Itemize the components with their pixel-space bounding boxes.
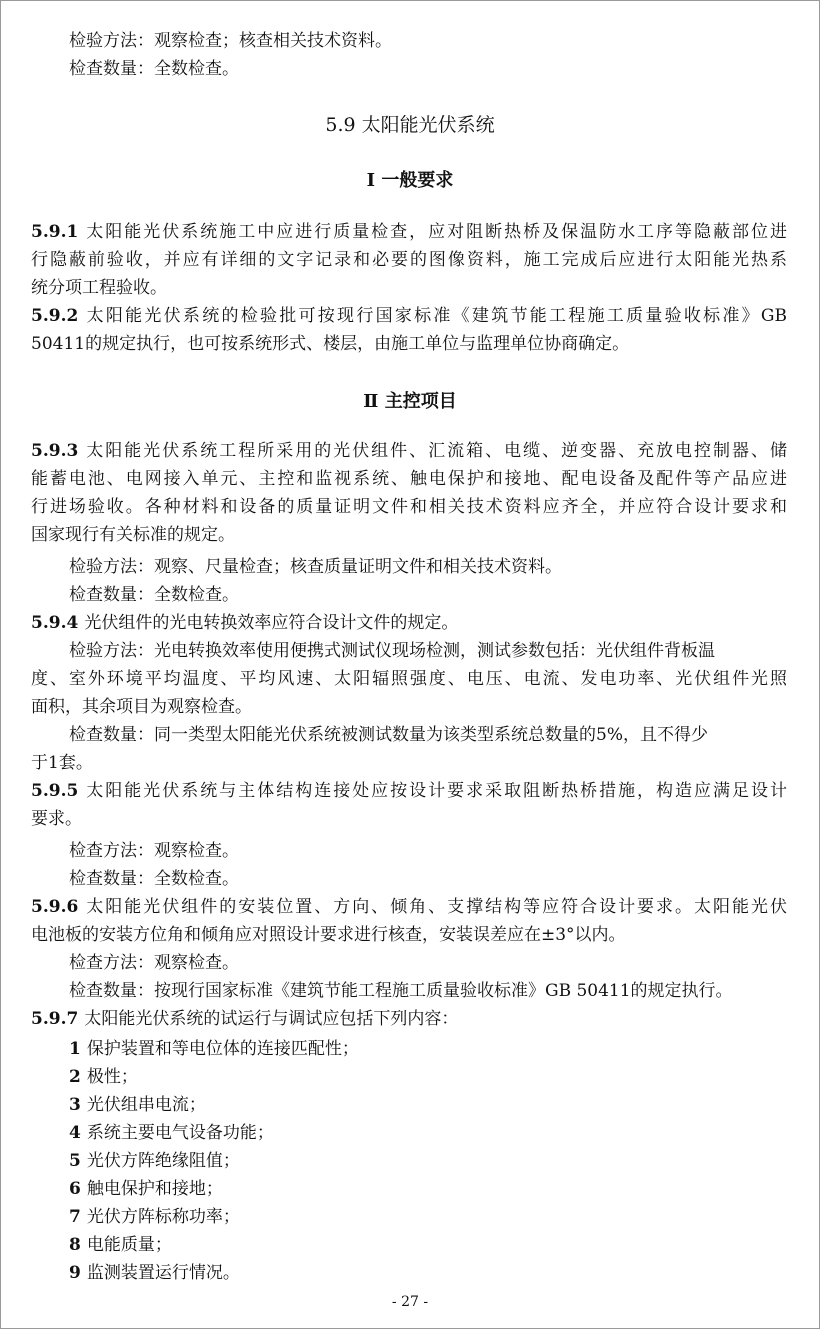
list-item bbox=[69, 1203, 240, 1231]
clause-line: 面积，其余项目为观察检查。 bbox=[31, 697, 252, 717]
inspection-quantity-line: 检查数量：全数检查。 bbox=[69, 59, 239, 79]
clause-5-9-5 bbox=[31, 777, 787, 805]
clause-number: 5.9.2 bbox=[31, 306, 79, 326]
list-item-text: 电能质量； bbox=[86, 1235, 172, 1255]
list-item-text: 保护装置和等电位体的连接匹配性； bbox=[86, 1039, 359, 1059]
list-item-number: 1 bbox=[69, 1039, 81, 1059]
list-item-number: 5 bbox=[69, 1151, 81, 1171]
inspection-method-line: 检查方法：观察检查。 bbox=[69, 953, 239, 973]
list-item-number: 8 bbox=[69, 1235, 81, 1255]
list-item bbox=[69, 1175, 223, 1203]
list-item-text: 光伏组串电流； bbox=[86, 1095, 206, 1115]
clause-number: 5.9.3 bbox=[31, 441, 79, 461]
list-item-text: 系统主要电气设备功能； bbox=[86, 1123, 274, 1143]
clause-number: 5.9.1 bbox=[31, 222, 79, 242]
inspection-quantity-line: 检查数量：全数检查。 bbox=[69, 869, 239, 889]
list-item-text: 光伏方阵标称功率； bbox=[86, 1207, 240, 1227]
page-number: - 27 - bbox=[391, 1294, 429, 1310]
clause-line: 电池板的安装方位角和倾角应对照设计要求进行核查，安装误差应在±3°以内。 bbox=[31, 925, 626, 945]
inspection-method-line: 检验方法：观察、尺量检查；核查质量证明文件和相关技术资料。 bbox=[69, 557, 562, 577]
clause-text: 太阳能光伏组件的安装位置、方向、倾角、支撑结构等应符合设计要求。太阳能光伏 bbox=[84, 897, 787, 917]
list-item bbox=[69, 1147, 240, 1175]
clause-number: 5.9.6 bbox=[31, 897, 79, 917]
clause-5-9-2 bbox=[31, 302, 787, 330]
section-title: 5.9 太阳能光伏系统 bbox=[325, 114, 495, 136]
clause-line: 度、室外环境平均温度、平均风速、太阳辐照强度、电压、电流、发电功率、光伏组件光照 bbox=[31, 669, 787, 689]
list-item-text: 光伏方阵绝缘阻值； bbox=[86, 1151, 240, 1171]
list-item-text: 触电保护和接地； bbox=[86, 1179, 223, 1199]
list-item-number: 6 bbox=[69, 1179, 81, 1199]
list-item-text: 极性； bbox=[86, 1067, 138, 1087]
clause-5-9-6 bbox=[31, 893, 787, 921]
clause-5-9-4 bbox=[31, 609, 458, 637]
inspection-method-line: 检查方法：观察检查。 bbox=[69, 841, 239, 861]
inspection-method-line: 检验方法：光电转换效率使用便携式测试仪现场检测，测试参数包括：光伏组件背板温 bbox=[69, 641, 715, 661]
list-item-number: 9 bbox=[69, 1263, 81, 1283]
subsection-title-general: Ⅰ 一般要求 bbox=[366, 170, 454, 191]
clause-line: 能蓄电池、电网接入单元、主控和监视系统、触电保护和接地、配电设备及配件等产品应进 bbox=[31, 469, 787, 489]
clause-line: 行隐蔽前验收，并应有详细的文字记录和必要的图像资料，施工完成后应进行太阳能光热系 bbox=[31, 250, 787, 270]
clause-text: 太阳能光伏系统的检验批可按现行国家标准《建筑节能工程施工质量验收标准》GB bbox=[84, 306, 787, 326]
clause-5-9-3 bbox=[31, 437, 787, 465]
list-item bbox=[69, 1091, 206, 1119]
list-item-text: 监测装置运行情况。 bbox=[86, 1263, 240, 1283]
clause-text: 光伏组件的光电转换效率应符合设计文件的规定。 bbox=[84, 613, 459, 633]
clause-line: 统分项工程验收。 bbox=[31, 278, 167, 298]
clause-line: 于1套。 bbox=[31, 753, 93, 773]
list-item bbox=[69, 1259, 240, 1287]
clause-text: 太阳能光伏系统工程所采用的光伏组件、汇流箱、电缆、逆变器、充放电控制器、储 bbox=[84, 441, 787, 461]
clause-line: 要求。 bbox=[31, 809, 82, 829]
clause-5-9-7 bbox=[31, 1005, 458, 1033]
list-item-number: 7 bbox=[69, 1207, 81, 1227]
inspection-quantity-line: 检查数量：同一类型太阳能光伏系统被测试数量为该类型系统总数量的5%，且不得少 bbox=[69, 725, 708, 745]
clause-5-9-1 bbox=[31, 218, 787, 246]
list-item bbox=[69, 1035, 359, 1063]
clause-text: 太阳能光伏系统施工中应进行质量检查，应对阻断热桥及保温防水工序等隐蔽部位进 bbox=[84, 222, 787, 242]
clause-text: 太阳能光伏系统与主体结构连接处应按设计要求采取阻断热桥措施，构造应满足设计 bbox=[84, 781, 787, 801]
list-item bbox=[69, 1231, 172, 1259]
clause-number: 5.9.4 bbox=[31, 613, 79, 633]
clause-number: 5.9.5 bbox=[31, 781, 79, 801]
clause-number: 5.9.7 bbox=[31, 1009, 79, 1029]
clause-text: 太阳能光伏系统的试运行与调试应包括下列内容： bbox=[84, 1009, 459, 1029]
inspection-quantity-line: 检查数量：按现行国家标准《建筑节能工程施工质量验收标准》GB 50411的规定执行。 bbox=[69, 981, 733, 1001]
subsection-title-main-control: Ⅱ 主控项目 bbox=[363, 391, 457, 412]
list-item-number: 4 bbox=[69, 1123, 81, 1143]
clause-line: 国家现行有关标准的规定。 bbox=[31, 525, 235, 545]
clause-line: 行进场验收。各种材料和设备的质量证明文件和相关技术资料应齐全，并应符合设计要求和 bbox=[31, 497, 787, 517]
inspection-quantity-line: 检查数量：全数检查。 bbox=[69, 585, 239, 605]
clause-line: 50411的规定执行，也可按系统形式、楼层，由施工单位与监理单位协商确定。 bbox=[31, 334, 630, 354]
inspection-method-line: 检验方法：观察检查；核查相关技术资料。 bbox=[69, 31, 392, 51]
list-item bbox=[69, 1063, 138, 1091]
list-item-number: 3 bbox=[69, 1095, 81, 1115]
list-item bbox=[69, 1119, 274, 1147]
list-item-number: 2 bbox=[69, 1067, 81, 1087]
